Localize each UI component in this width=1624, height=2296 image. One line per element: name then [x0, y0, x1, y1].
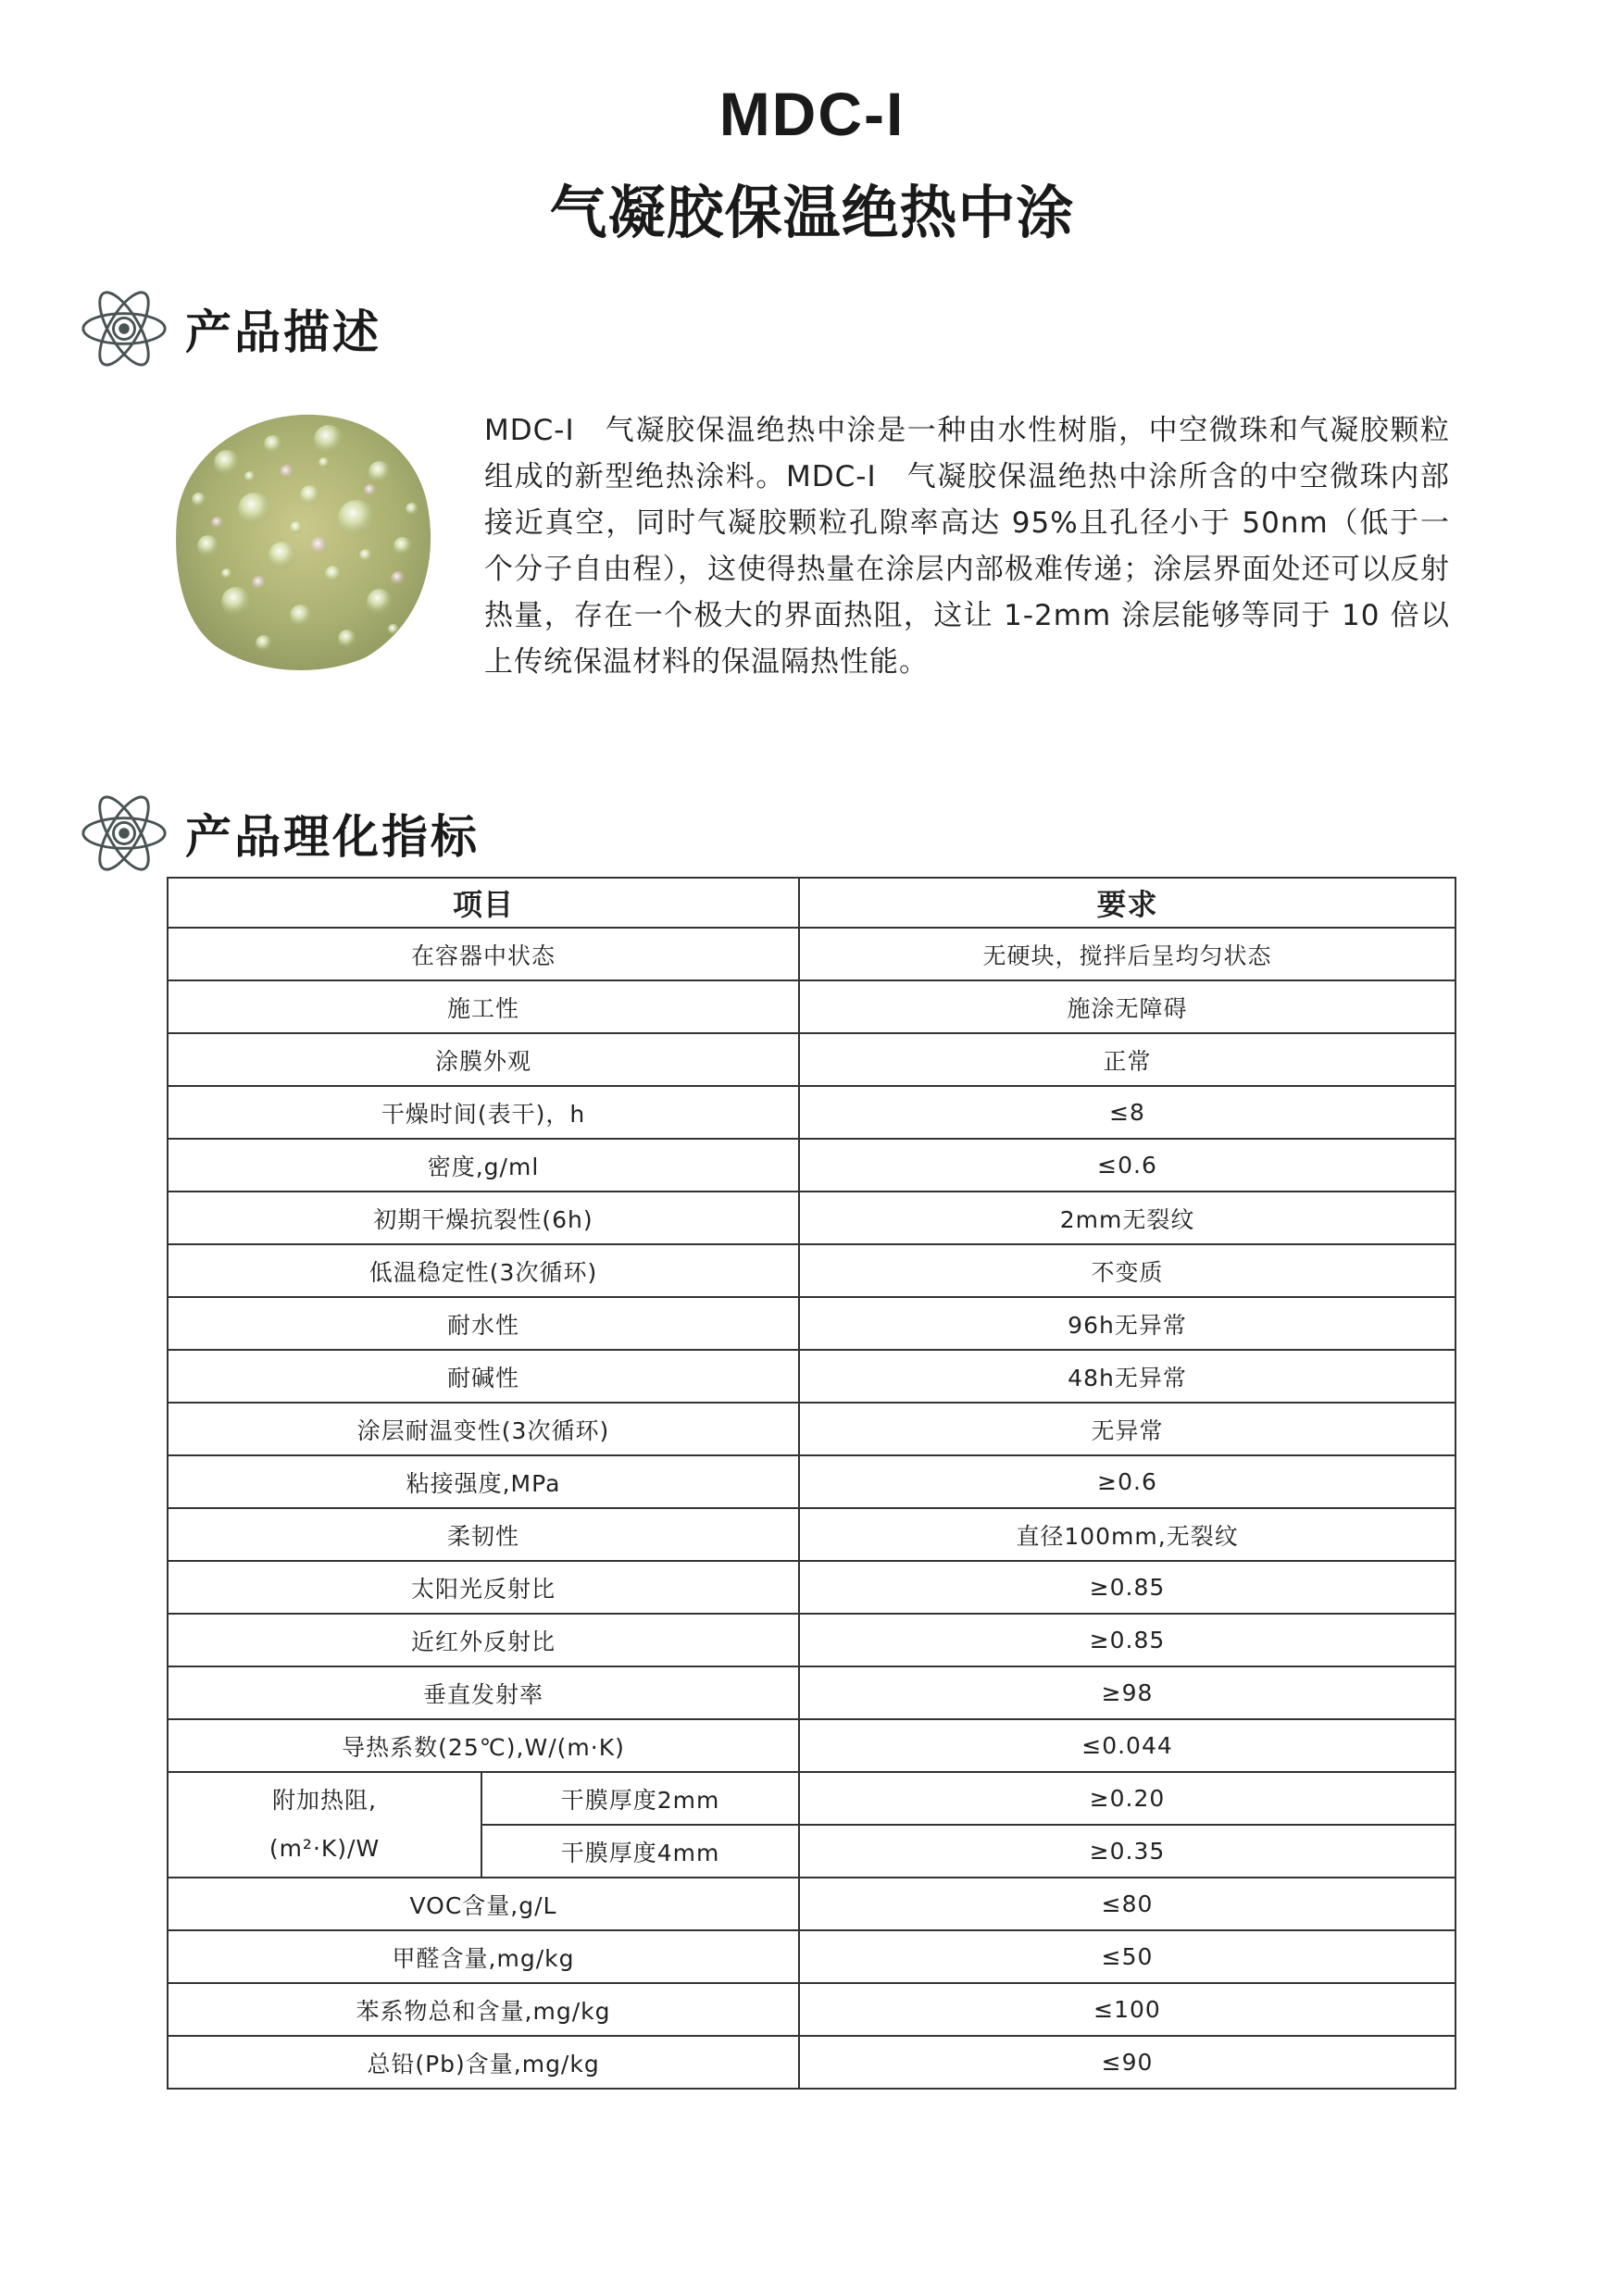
table-cell-item: 垂直发射率: [168, 1666, 799, 1719]
table-cell-item: 低温稳定性(3次循环): [168, 1244, 799, 1297]
table-row: [168, 1350, 1455, 1403]
table-cell-item: 粘接强度,MPa: [168, 1455, 799, 1508]
table-cell-item: VOC含量,g/L: [168, 1878, 799, 1930]
table-cell-requirement: ≥0.20: [799, 1772, 1455, 1825]
table-cell-item: 涂层耐温变性(3次循环): [168, 1403, 799, 1455]
table-cell-requirement: 不变质: [799, 1244, 1455, 1297]
table-cell-requirement: 2mm无裂纹: [799, 1192, 1455, 1244]
table-row: [168, 2036, 1455, 2089]
table-cell-requirement: ≥0.85: [799, 1561, 1455, 1614]
atom-icon: [80, 787, 169, 880]
table-row: [168, 1930, 1455, 1983]
table-cell-requirement: 施涂无障碍: [799, 980, 1455, 1033]
thermal-resistance-label: [168, 1772, 481, 1878]
thermal-resistance-label-line2: (m²·K)/W: [269, 1835, 381, 1862]
table-cell-requirement: ≥0.85: [799, 1614, 1455, 1666]
table-body-lower: [168, 1878, 1455, 2089]
table-row: [168, 980, 1455, 1033]
table-cell-requirement: ≥98: [799, 1666, 1455, 1719]
table-cell-requirement: 无异常: [799, 1403, 1455, 1455]
table-cell-item: 初期干燥抗裂性(6h): [168, 1192, 799, 1244]
table-cell-requirement: ≤90: [799, 2036, 1455, 2089]
table-row: [168, 1403, 1455, 1455]
product-description: MDC-I 气凝胶保温绝热中涂是一种由水性树脂，中空微珠和气凝胶颗粒组成的新型绝热涂料。MDC-I 气凝胶保温绝热中涂所含的中空微珠内部接近真空，同时气凝胶颗粒孔隙率高达 95%且孔径小于 50nm（低于一个分子自由程），这使得热量在涂层内部极难传递；涂层界面处还可以反射热量，存在一个极大的界面热阻，这让 1-2mm 涂层能够等同于 10 倍以上传统保温材料的保温隔热性能。: [484, 414, 1450, 679]
table-row: [168, 1719, 1455, 1772]
header-item: 项目: [168, 878, 799, 928]
table-row: [168, 1297, 1455, 1350]
table-body-upper: [168, 928, 1455, 1772]
table-cell-requirement: ≤80: [799, 1878, 1455, 1930]
specs-heading: 产品理化指标: [185, 810, 480, 864]
product-name-title: 气凝胶保温绝热中涂: [549, 179, 1075, 246]
table-cell-requirement: 无硬块，搅拌后呈均匀状态: [799, 928, 1455, 980]
table-cell-item: 总铅(Pb)含量,mg/kg: [168, 2036, 799, 2089]
header-requirement: 要求: [799, 878, 1455, 928]
product-code-title: MDC-I: [718, 80, 906, 148]
table-row: [168, 1772, 1455, 1825]
table-row: [168, 1508, 1455, 1561]
table-cell-requirement: 直径100mm,无裂纹: [799, 1508, 1455, 1561]
table-row: [168, 1983, 1455, 2036]
spec-table: [167, 877, 1456, 2090]
table-cell-item: 耐碱性: [168, 1350, 799, 1403]
table-cell-item: 密度,g/ml: [168, 1139, 799, 1192]
table-cell-requirement: 正常: [799, 1033, 1455, 1086]
table-cell-requirement: ≤50: [799, 1930, 1455, 1983]
table-cell-requirement: ≤8: [799, 1086, 1455, 1139]
table-row: [168, 1878, 1455, 1930]
table-cell-item: 苯系物总和含量,mg/kg: [168, 1983, 799, 2036]
description-section-header: [80, 282, 381, 375]
table-cell-item: 柔韧性: [168, 1508, 799, 1561]
table-cell-condition: 干膜厚度4mm: [481, 1825, 799, 1878]
table-cell-item: 耐水性: [168, 1297, 799, 1350]
atom-icon: [80, 282, 169, 375]
table-header-row: [168, 878, 1455, 928]
table-row: [168, 1666, 1455, 1719]
table-cell-requirement: ≤0.6: [799, 1139, 1455, 1192]
table-row: [168, 1455, 1455, 1508]
table-row: [168, 1086, 1455, 1139]
table-row: [168, 1561, 1455, 1614]
table-cell-requirement: ≥0.35: [799, 1825, 1455, 1878]
table-row: [168, 1192, 1455, 1244]
table-cell-requirement: ≤100: [799, 1983, 1455, 2036]
description-heading: 产品描述: [185, 306, 381, 359]
table-cell-requirement: ≥0.6: [799, 1455, 1455, 1508]
table-cell-requirement: ≤0.044: [799, 1719, 1455, 1772]
table-cell-item: 在容器中状态: [168, 928, 799, 980]
aerogel-microsphere-image: [171, 407, 435, 676]
table-cell-item: 甲醛含量,mg/kg: [168, 1930, 799, 1983]
table-cell-requirement: 96h无异常: [799, 1297, 1455, 1350]
table-row: [168, 928, 1455, 980]
table-cell-requirement: 48h无异常: [799, 1350, 1455, 1403]
table-row: [168, 1244, 1455, 1297]
thermal-resistance-label-line1: 附加热阻,: [272, 1787, 377, 1814]
table-row: [168, 1033, 1455, 1086]
table-cell-item: 施工性: [168, 980, 799, 1033]
table-cell-condition: 干膜厚度2mm: [481, 1772, 799, 1825]
table-cell-item: 涂膜外观: [168, 1033, 799, 1086]
table-row: [168, 1614, 1455, 1666]
table-cell-item: 干燥时间(表干)，h: [168, 1086, 799, 1139]
thermal-resistance-group: [168, 1772, 1455, 1878]
table-cell-item: 导热系数(25℃),W/(m·K): [168, 1719, 799, 1772]
table-row: [168, 1139, 1455, 1192]
specs-section-header: [80, 787, 480, 880]
table-cell-item: 太阳光反射比: [168, 1561, 799, 1614]
table-cell-item: 近红外反射比: [168, 1614, 799, 1666]
